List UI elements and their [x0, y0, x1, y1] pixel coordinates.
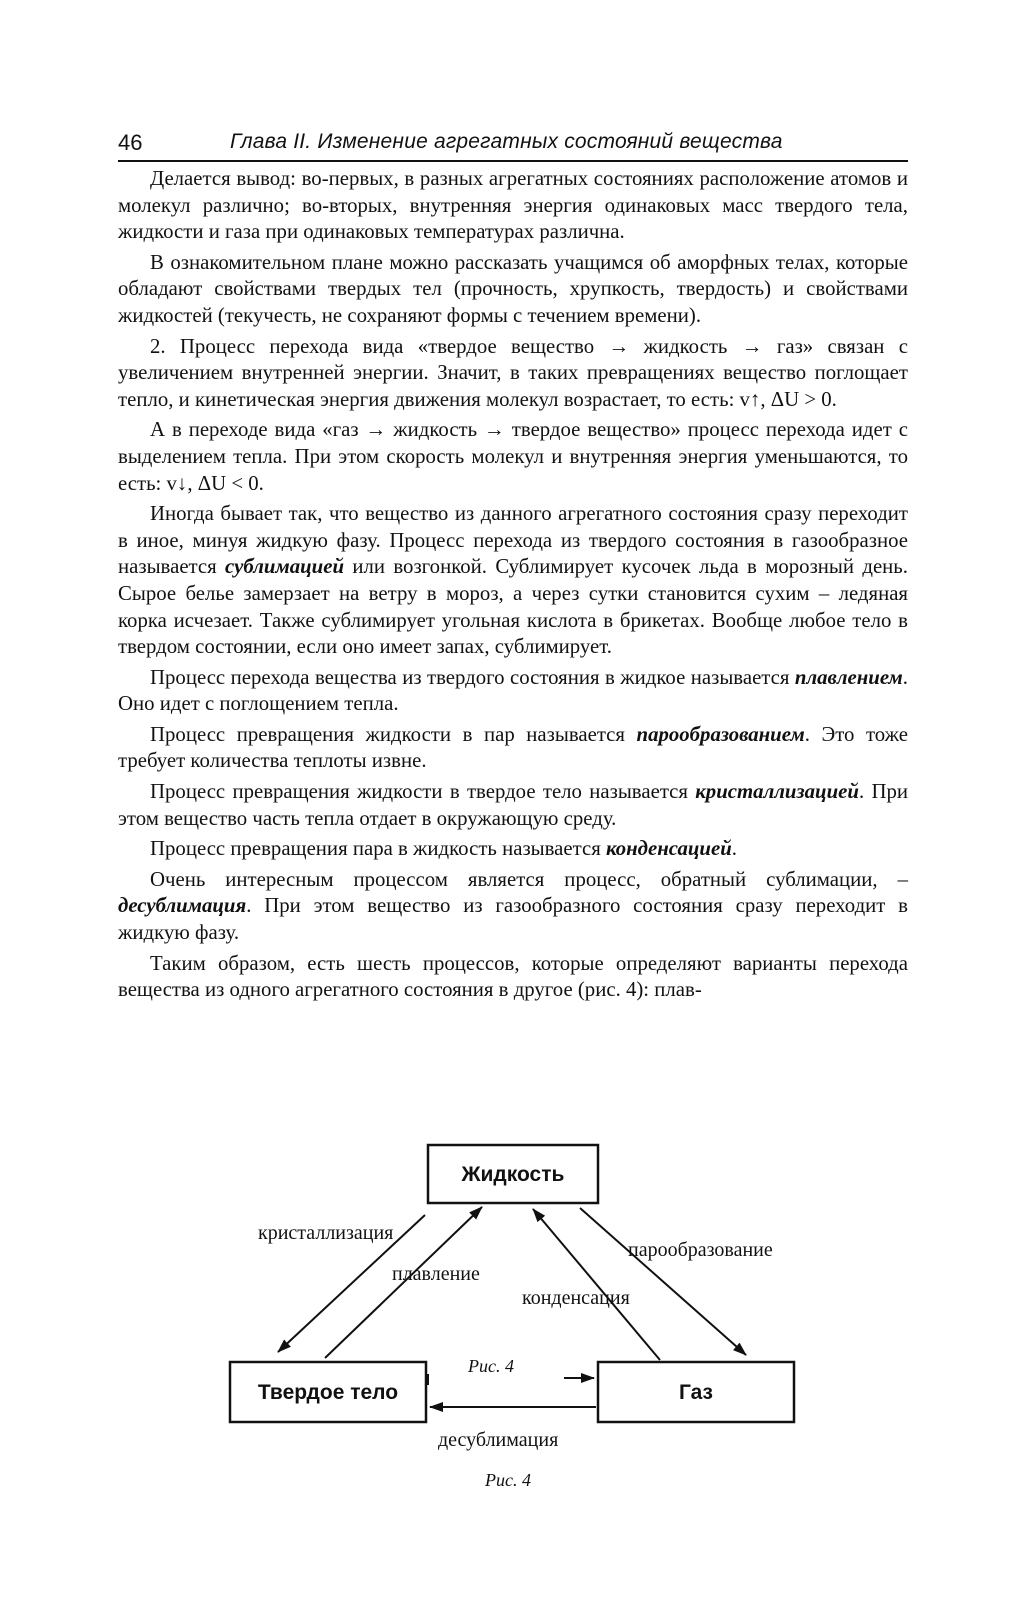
paragraph: А в переходе вида «газ → жидкость → твердое вещество» процесс перехода идет с выделением тепла. При этом скорость молекул и внутренняя энергия уменьшаются, то есть: v↓, ΔU < 0. [118, 418, 908, 495]
label-inner-fig: Рис. 4 [468, 1356, 514, 1376]
box-gas-label: Газ [678, 1381, 714, 1404]
paragraph: В ознакомительном плане можно рассказать учащимся об аморфных телах, которые обладают свойствами твердых тел (прочность, хрупкость, твердость) и свойствами жидкостей (текучесть, не сохраняют формы с течением времени). [118, 250, 908, 327]
text-run: Очень интересным процессом является процесс, обратный сублимации, – [150, 867, 908, 891]
term-desublimation: десублимация [118, 894, 247, 918]
label-vaporization: парообразование [628, 1239, 773, 1261]
figure-caption: Рис. 4 [485, 1470, 531, 1490]
paragraph: Таким образом, есть шесть процессов, которые определяют варианты перехода вещества из одного агрегатного состояния в другое (рис. 4): плав- [118, 951, 908, 1002]
paragraph: Делается вывод: во-первых, в разных агрегатных состояниях расположение атомов и молекул различно; во-вторых, внутренняя энергия одинаковых масс твердого тела, жидкости и газа при одинаковых температурах различна. [118, 167, 908, 244]
chapter-title: Глава II. Изменение агрегатных состояний вещества [230, 130, 783, 153]
text-run: Процесс превращения пара в жидкость называется [150, 837, 606, 861]
text-run: . [731, 837, 737, 861]
text-run: Процесс превращения жидкости в пар называется [150, 722, 637, 746]
arrow-vaporization [580, 1208, 746, 1355]
label-crystallization: кристаллизация [258, 1222, 394, 1244]
text-run: или возгонкой. Сублимирует кусочек льда в морозный день. Сырое белье замерзает на ветру в мороз, а через сутки становится сухим – ледяная корка исчезает. Также сублимирует угольная кислота в брикетах. Вообще любое тело в твердом состоянии, если оно имеет запах, сублимирует. [118, 555, 908, 659]
text-run: . При этом вещество часть тепла отдает в окружающую среду. [118, 780, 908, 830]
text-run: . При этом вещество из газообразного состояния сразу переходит в жидкую фазу. [118, 894, 908, 945]
term-melting: плавлением [794, 665, 903, 689]
label-desublimation: десублимация [438, 1429, 559, 1451]
text-run: . Оно идет с поглощением тепла. [118, 665, 908, 716]
term-condensation: конденсацией [605, 837, 732, 861]
label-melting: плавление [392, 1263, 480, 1285]
box-solid-label: Твердое тело [257, 1381, 399, 1404]
arrow-condensation [533, 1209, 660, 1360]
term-sublimation: сублимацией [225, 555, 345, 579]
term-crystallization: кристаллизацией [695, 780, 859, 804]
box-liquid-label: Жидкость [461, 1163, 565, 1186]
label-condensation: конденсация [522, 1287, 630, 1309]
text-run: Процесс превращения жидкости в твердое тело называется [150, 780, 696, 804]
text-run: Иногда бывает так, что вещество из данного агрегатного состояния сразу переходит в иное, минуя жидкую фазу. Процесс перехода из твердого состояния в газообразное называется [118, 502, 908, 579]
text-run: . Это тоже требует количества теплоты извне. [118, 722, 908, 773]
paragraph: 2. Процесс перехода вида «твердое вещество → жидкость → газ» связан с увеличением внутренней энергии. Значит, в таких превращениях вещество поглощает тепло, и кинетическая энергия движения молекул возрастает, то есть: v↑, ΔU > 0. [118, 334, 908, 411]
text-run: Процесс перехода вещества из твердого состояния в жидкое называется [150, 665, 795, 689]
term-vaporization: парообразованием [636, 722, 805, 746]
page-number: 46 [118, 130, 143, 155]
